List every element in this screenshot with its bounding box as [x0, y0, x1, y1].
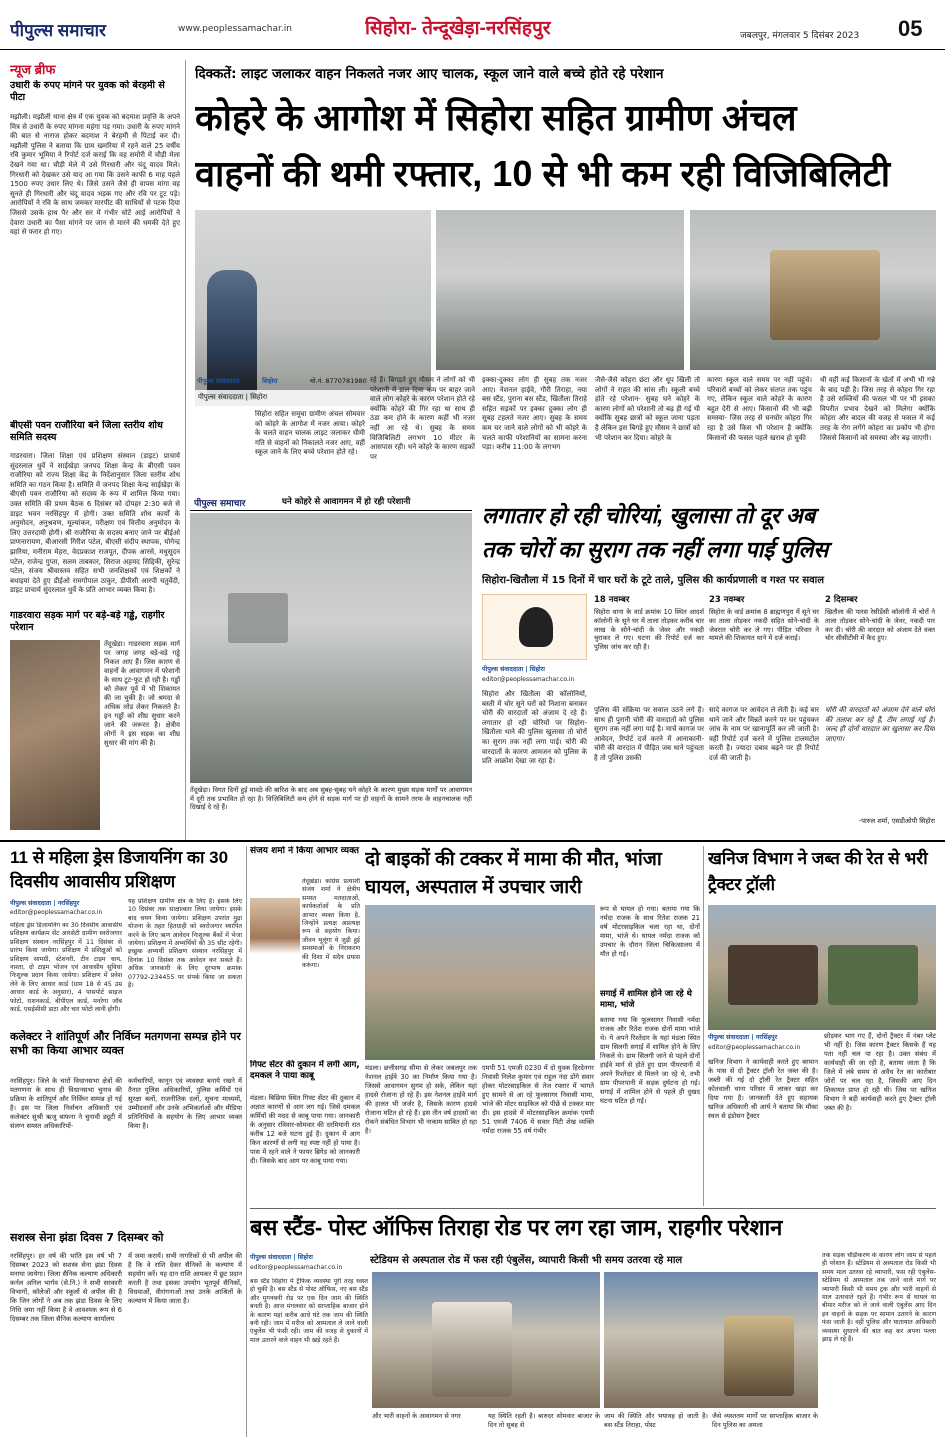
- theft-body-2: पुलिस की संक्रिया पर सवाल उठने लगे हैं। साथ ही पुरानी चोरी की वारदातों को पुलिस सुराग तक नहीं लगा पाई है। मार्च कागज पर आवेदन, रिपोर्ट दर्ज करने में आनाकानी- चोरी की वारदात में पीड़ित जब थाने पहुंचता है तो पुलिस उसकी: [594, 706, 704, 762]
- website[interactable]: www.peoplessamachar.in: [178, 24, 292, 34]
- theft-date-1: 18 नवम्बर: [594, 595, 630, 605]
- thief-illustration: [482, 594, 587, 660]
- hostel-body-2: यह प्रशिक्षण ग्रामीण क्षेत्र के लिए है। इसके लिए 10 दिसंबर तक साक्षात्कार लिया जायेगा। इसके बाद चयन किया जायेगा। प्रशिक्षण उपरांत मुद्रा योजना के तहत हितग्राही को स्वरोजगार स्थापित करने के लिए ऋण आवेदन निःशुल्क बैंकों में भेजा जायेगा। प्रशिक्षण में अभ्यर्थियों की 35 सीट रहेगी। इच्छुक अभ्यर्थी प्रशिक्षण संस्थान नरसिंहपुर में दिनांक 10 दिसंबर तक आवेदन कर सकते हैं। अधिक जानकारी के लिए दूरभाष क्रमांक 07792-234455 पर संपर्क किया जा सकता है।: [128, 898, 242, 990]
- theft-email[interactable]: editor@peoplessamachar.co.in: [482, 676, 575, 683]
- flag-day-body-1: नरसिंहपुर। हर वर्ष की भांति इस वर्ष भी 7 दिसम्बर 2023 को सशस्त्र सेना झंडा दिवस मनाया जायेगा। जिला सैनिक कल्याण अधिकारी कर्नल अनिल भार्गव (से.नि.) ने सभी सरकारी विभागों, कॉलेजों और स्कूलों से अपील की है कि जिन लोगों ने अब तक झंडा दिवस के लिए निधि जमा नहीं किया है वे आवश्यक रूप से 6 दिसम्बर तक जिला सैनिक कल्याण कार्यालय: [10, 1252, 122, 1323]
- edition-title: सिहोरा- तेन्दूखेड़ा-नरसिंहपुर: [365, 18, 551, 39]
- collector-body-1: नरसिंहपुर। जिले के चारों विधानसभा क्षेत्रों की मतगणना के साथ ही विधानसभा चुनाव की प्रक्रिया के शांतिपूर्ण और निर्विघ्न सम्पन्न हो गई है। इस पर जिला निर्वाचन अधिकारी एवं कलेक्टर सुश्री ऋजु बाफना ने चुनावी ड्यूटी में संलग्न समस्त अधिकारियों-: [10, 1077, 122, 1130]
- lead-byline-place: सिहोरा: [262, 377, 278, 385]
- theft-quote-by: -पारुल शर्मा, एसडीओपी सिहोरा: [858, 817, 935, 825]
- jam-bottom-4: जैसे व्यस्ततम मार्गों पर साप्ताहिक बाजार के दिन पुलिस का अमला: [712, 1412, 818, 1429]
- thief-icon: [519, 607, 553, 647]
- jam-truck-shape: [724, 1316, 794, 1396]
- brief-headline-1: उधारी के रुपए मांगने पर युवक को बेरहमी से पीटा: [10, 80, 165, 103]
- jam-bottom-1: और भारी वाहनों के आवागमन से नगर: [372, 1412, 461, 1420]
- hostel-byline: पीपुल्स संवाददाता | नरसिंहपुर: [10, 900, 80, 907]
- lead-body-col4: जैसे-जैसे कोहरा छंटा और धूप खिली तो लोगों ने राहत की सांस ली। स्कूली बच्चे होते रहे परेशान- सुबह घने कोहरे के कारण लोगों को परेशानी तो बढ़ ही गई थी क्योंकि सुबह छात्रों को स्कूल जाना पड़ता है लेकिन इस बिगड़े हुए मौसम ने छात्रों को भी परेशान कर दिया। कोहरे के: [595, 376, 700, 442]
- tractor-shape: [728, 945, 818, 1005]
- theft-date-3: 2 दिसम्बर: [825, 595, 858, 605]
- jam-bottom-2: यह स्थिति रहती है। बारुदर सोमवार बाजार के दिन तो सुबह से: [488, 1412, 600, 1429]
- accident-body-3: रूप से घायल हो गया। बताया गया कि नर्मदा राजक के साथ रितेश राजक 21 वर्ष मोटरसाइकिल चला रहा था, दोनों मामा, भांजे थे। घायल नर्मदा राजक को उपचार के दौरान जिला चिकित्सालय में मौत हो गई।: [600, 905, 700, 958]
- accident-body-2: एमपी 51 एमजी 0230 में दो युवक हिरदेनगर निवासी निलेश कुमार एवं राहुल नंदा डोंगे सवार होकर मोटरसाइकिल से तेज रफ्तार में भागते हुए सामने से आ रहे फूलसागर निवासी मामा, भांजे की मोटर साइकिल को पीछे से टक्कर मार दी। इस हादसे में मोटरसाइकिल क्रमांक एमपी 51 एमजी 7406 में सवार पिंटी शेख व्यक्ति नर्मदा राजक 55 वर्ष गंभीर: [482, 1064, 594, 1135]
- col-divider-lower-2: [703, 846, 704, 1206]
- highway-fog-photo: [190, 513, 472, 783]
- jam-byline: पीपुल्स संवाददाता | सिहोरा: [250, 1254, 313, 1261]
- brief-body-2: गाडरवारा। जिला शिक्षा एवं प्रशिक्षण संस्थान (डाइट) प्राचार्य सुंदरलाल धुर्वे ने साईखेड़ा जनपद शिक्षा केन्द्र के बीएसी पवन राजौरिया को राज्य शिक्षा केंद्र के निर्देशानुसार जिला स्तरीय शोध समिति का गठन किया है। समिति में जनपद शिक्षा केन्द्र साईखेड़ा के बीएसी पवन राजौरिया को सदस्य के रूप में शामिल किया गया। उक्त समिति की प्रथम बैठक 6 दिसंबर को दोपहर 2:30 बजे से डाइट भवन नरसिंहपुर में होगी। उक्त समिति शोध कार्यों के अनुमोदन, अनुश्रवण, मूल्यांकन, परीक्षण एवं वित्तीय अनुमोदन के लिए उत्तरदायी होगी। श्री राजौरिया के सदस्य बनाए जाने पर बीईओ प्राणनारायण, बीआरसी गिरीश पटेल, बीएसी संदीप स्थापक, योगेन्द्र झारिया, मनीराम मेहरा, वेदप्रकाश राजपूत, दीपक आरसे, मधुसूदन पटेल, राजेन्द्र गुप्ता, सलम ताबकार, सिराज अहमद सिद्दिकी, सुरेन्द्र पटेल, संजय श्रीवास्तव सहित सभी जनशिक्षकों एवं शिक्षकों ने बधाइयां देते हुए डीईओ रामगोपाल ठाकुर, डीपीसी आरपी चतुर्वेदी, डाइट प्राचार्य सुंदरलाल धुर्वे के प्रति आभार व्यक्त किया है।: [10, 452, 180, 595]
- theft-body-3: सादे कागज पर आवेदन ले लेती है। कई बार थाने जाने और मिन्नतें करने पर घर पहुंचकर जांच के नाम पर खानापूर्ति कर ली जाती है। वहीं रिपोर्ट दर्ज करने में पुलिस टालमटोल करती है। ज्यादा दबाव बढ़ने पर ही रिपोर्ट दर्ज की जाती है।: [709, 706, 819, 762]
- portrait-photo: [250, 898, 300, 978]
- theft-date-text-2: सिहोरा के वार्ड क्रमांक 8 ब्राह्मणपुरा में सूने घर का ताला तोड़कर नकदी सहित सोने-चांदी के जेवरात चोरी कर ले गए। पीड़ित परिवार ने मामले की शिकायत थाने में दर्ज कराई।: [709, 608, 819, 643]
- mining-body-2: छोड़कर भाग गए हैं, दोनों ट्रैक्टर में नंबर प्लेट भी नहीं है। जिस कारण ट्रैक्टर किसके हैं यह पता नहीं चल पा रहा है। उक्त संबंध में कार्यवाही की जा रही है, बताया जाता है कि जिले में लंबे समय से अवैध रेत का कारोबार जोरों पर चल रहा है, जिसकी आए दिन शिकायत प्राप्त हो रही थी। जिस पर खनिज विभाग ने बड़ी कार्यवाही करते हुए ट्रैक्टर ट्रॉली जब्त की है।: [824, 1032, 936, 1112]
- masthead-rule: [0, 49, 945, 50]
- masthead: [0, 0, 945, 50]
- strip-title: घने कोहरे से आवागमन में हो रही परेशानी: [282, 497, 411, 507]
- fire-headline: गिफ्ट सेंटर की दुकान में लगी आग, दमकल ने पाया काबू: [250, 1060, 360, 1081]
- bus-fog-photo: [690, 210, 936, 370]
- jam-subhead: स्टेडियम से अस्पताल रोड में फस रही एंबुलेंस, व्यापारी किसी भी समय उतरवा रहे माल: [370, 1255, 683, 1266]
- lead-body-col1: सिहोरा सहित समूचा ग्रामीण अंचल सोमवार को कोहरे के आगोश में नजर आया। कोहरे के चलते वाहन चालक लाइट जलाकर धीमी गति से वाहनों को निकालते नजर आए, वहीं स्कूल जाने के लिए बच्चे परेशान होते रहे।: [255, 410, 365, 457]
- potholes-photo: [10, 640, 100, 830]
- mining-headline: खनिज विभाग ने जब्त की रेत से भरी ट्रैक्टर ट्रॉली: [708, 849, 928, 894]
- tractor-photo: [708, 905, 936, 1030]
- trolley-shape: [828, 945, 918, 1005]
- brief-body-3: तेंदूखेड़ा। गाडरवारा सड़क मार्ग पर जगह जगह बड़े-बड़े गड्ढे निकल आए हैं। जिस कारण से वाहनों के आवागमन में परेशानी के साथ टूट-फूट हो रही है। गड्ढों को लेकर पूर्व में भी शिकायत की जा चुकी है। जो श्रमदा से अधिक लोड लेकर निकलते है। इन गड्ढों को शीघ्र सुधार करने जाने की जरूरत है। क्षेत्रीय लोगों ने इस सड़क का शीघ्र सुधार की मांग की है।: [104, 640, 180, 747]
- dateline: जबलपुर, मंगलवार 5 दिसंबर 2023: [740, 31, 860, 41]
- flag-day-headline: सशस्त्र सेना झंडा दिवस 7 दिसम्बर को: [10, 1231, 164, 1244]
- theft-byline: पीपुल्स संवाददाता | सिहोरा: [482, 666, 545, 673]
- news-brief-tag: न्यूज ब्रीफ: [10, 62, 56, 77]
- theft-date-2: 23 नवम्बर: [709, 595, 745, 605]
- col-divider-lower-1: [246, 846, 247, 1437]
- mining-byline: पीपुल्स संवाददाता | नरसिंहपुर: [708, 1034, 778, 1041]
- hostel-body-1: महिला ड्रेस डिजायनिंग का 30 दिवसीय आवासीय प्रशिक्षण कार्यक्रम सेंट आरसेटी ग्रामीण स्वरोजगार प्रशिक्षण संस्थान नरसिंहपुर में 11 दिसंबर से प्रारंभ किया जायेगा। प्रशिक्षण में प्रशिक्षुओं को प्रशिक्षण सामग्री, स्टेशनरी, टीन टाइम चाय, नाश्ता, दो टाइम भोजन एवं आवासीय सुविधा निःशुल्क प्रदान किया जायेगा। प्रशिक्षण में प्रवेश लेने के लिए आधार कार्ड (ग्राम 18 से 45 उम्र आधार कार्ड के अनुसार), 4 पासपोर्ट साइज फोटो, राशनकार्ड, बीपीएल कार्ड, मनरेगा जॉब कार्ड, एसईसीसी डाटा और चार फोटो लानी होगी।: [10, 922, 122, 1014]
- lead-body-col6: थी वहीं कई किसानों के खेतों में अभी भी गन्ने के बाद पड़ी है। जिस तरह से कोहरा गिर रहा है उसे सब्जियों की फसल भी पर भी इसका विपरीत प्रभाव देखने को मिलेगा क्योंकि कोहरा और बादल की वजह से फसल में कई तरह के रोग लगेंगे कोहरा का प्रकोप भी होगा जिससे किसानों को समस्या और बढ़ जाएगी।: [820, 376, 935, 442]
- lead-kicker: दिक्कतें: लाइट जलाकर वाहन निकलते नजर आए चालक, स्कूल जाने वाले बच्चे होते रहे परेशान: [195, 66, 664, 82]
- mining-body-1: खनिज विभाग ने कार्यवाही करते हुए बरमान के पास से दो ट्रैक्टर ट्रॉली रेत जब्त की है। जब्ती की गई दो ट्रॉली रेत ट्रैक्टर सहित कोतवाली थाना परिसर में लाकर खड़ा कर दिया गया है। जानकारी देते हुए सहायक खनिज अधिकारी श्री आर्य ने बताया कि मौका स्थल से इंडोसन ट्रैक्टर: [708, 1058, 818, 1120]
- lead-headline-1: कोहरे के आगोश में सिहोरा सहित ग्रामीण अंचल: [195, 97, 797, 138]
- thanks-body: तेंदूखेड़ा। कांग्रेस प्रत्याशी संजय शर्मा ने क्षेत्रीय समस्त मतदाताओं, कार्यकर्ताओं के प्रति आभार व्यक्त किया है, जिन्होंने प्रत्यक्ष अप्रत्यक्ष रूप से सहयोग किया। जीवन भूलूंगा ये जुड़ी हुई समस्याओं के निराकरण की दिशा में सदैव प्रयास करूंगा।: [302, 878, 360, 970]
- jam-bottom-3: जाम की स्थिति और भयावह हो जाती है। बस स्टैंड तिराहा, पोस्ट: [604, 1412, 708, 1429]
- jam-rule: [250, 1208, 936, 1209]
- jam-headline: बस स्टैंड- पोस्ट ऑफिस तिराहा रोड पर लग रहा जाम, राहगीर परेशान: [250, 1215, 783, 1240]
- brief-headline-3: गाडरवारा सड़क मार्ग पर बड़े-बड़े गड्ढे, राहगीर परेशान: [10, 610, 165, 633]
- lead-mobile: मो.नं. 8770781980: [310, 377, 367, 385]
- jam-photo-1: [372, 1272, 600, 1408]
- accident-subhead: सगाई में शामिल होने जा रहे थे मामा, भांजे: [600, 988, 692, 1009]
- flag-day-body-2: में जमा करायें। सभी नागरिकों से भी अपील की है कि वे राशि देकर सैनिकों के कल्याण में सहयोग करें। यह दान राशि आयकर में छूट प्रदान करती है तथा इसका उपयोग भूतपूर्व सैनिकों, विधवाओं, वीरांगनाओं तथा उनके आश्रितों के कल्याण में किया जाता है।: [128, 1252, 242, 1305]
- theft-quote: चोरी की वारदातों को अंजाम देने वाले चोरों की तलाश कर रहे हैं, टीम लगाई गई है। जल्द ही दोनों वारदात का खुलासा कर दिया जाएगा।: [825, 706, 935, 743]
- jam-body-2: तक सड़क चौड़ीकरण के कारण लोग जाम से पहले ही परेशान हैं। स्टेडियम से अस्पताल रोड किसी भी समय माल उतरवा रहे व्यापारी, फस रही एंबुलेंस- स्टेडियम से अस्पताल तक जाने वाले मार्ग पर व्यापारी किसी भी समय ट्रक और भारी वाहनों से माल उतरवाते रहते हैं। गंभीर रूप से घायल या बीमार मरीज को ले जाने वाली एंबुलेंस आए दिन इन वाहनों के सड़क पर सामान उतारने के कारण फंस जाती है। वहीं पुलिस और यातायात अधिकारी व्यवस्था सुधारने की बात कह कर अपना पल्ला झाड़ ले रहे हैं।: [822, 1252, 936, 1344]
- page-number: 05: [898, 16, 923, 41]
- lead-body-col2: रहे हैं। बिगड़ते हुए मौसम ने लोगों को भी परेशानी में डाल दिया कम पर बाहर जाने वाले लोग कोहरे के कारण परेशान होते रहे क्योंकि कोहरे की गिर रहा था साथ ही ठंडा कम होने के कारण कहीं भी नजर नहीं आ रहे थे। सुबह के समय विजिबिलिटी लगभग 10 मीटर के आसपास रही। धने कोहरे के कारण सड़कों पर: [370, 376, 475, 461]
- accident-body-1: मंडला। छत्तीसगढ़ सीमा से लेकर जबलपुर तक नेशनल हाईवे 30 का निर्माण किया गया है। जिससे आवागमन सुगम हो सके, लेकिन यहां हादसे रोजाना हो रहे हैं। इस नेशनल हाईवे मार्ग की हालत भी जर्जर है, जिसके कारण हादसे रोजाना घटित हो रहे हैं। इस तीन वर्ष हादसों का रोकने संबंधित विभाग भी नाकाम साबित हो रहा है।: [365, 1064, 477, 1135]
- theft-headline-1: लगातार हो रही चोरियां, खुलासा तो दूर अब: [482, 503, 816, 528]
- col-divider-left: [185, 60, 186, 840]
- thanks-headline: संजय शर्मा ने किया आभार व्यक्त: [250, 846, 360, 856]
- brand-logo: पीपुल्स समाचार: [10, 21, 107, 40]
- hostel-email[interactable]: editor@peoplessamachar.co.in: [10, 909, 103, 916]
- lead-body-col3: इक्का-दुक्का लोग ही सुबह तक नजर आए। नेशनल हाईवे, गौरी तिराहा, नया बस स्टैंड, पुराना बस स्टैंड, खितौला तिराहे सहित सड़कों पर इक्का दुक्का लोग ही सुबह टहलते नजर आए। सुबह के समय कम घर जाने वाले लोगों को भी कोहरे के चलते काफी परेशानियों का सामना करना पड़ा। करीब 11:00 के लगभग: [482, 376, 587, 452]
- collector-headline: कलेक्टर ने शांतिपूर्ण और निर्विघ्न मतगणना सम्पन्न होने पर सभी का किया आभार व्यक्त: [10, 1030, 241, 1057]
- brief-headline-2: बीएसी पवन राजौरिया बने जिला स्तरीय शोध समिति सदस्य: [10, 420, 163, 443]
- fire-body: मंडला। बिछिया स्थित गिफ्ट सेंटर की दुकान में अज्ञात कारणों से आग लग गई। जिसे दमकल कर्मियों की मदद से काबू पाया गया। जानकारी के अनुसार रविवार-सोमवार की दरमियानी रात करीब 12 बजे घटना हुई है। दुकान में आग किन कारणों से लगी यह स्पष्ट नहीं हो पाया है। पास में रहने वाले ने फायर ब्रिगेड को जानकारी दी। जिसके बाद आग पर काबू पाया गया।: [250, 1094, 360, 1165]
- lead-headline-2: वाहनों की थमी रफ्तार, 10 से भी कम रही विजिबिलिटी: [195, 153, 891, 194]
- jam-bus-shape: [432, 1302, 512, 1397]
- jam-body-1: बस स्टैंड सिहोरा में ट्रैफिक व्यवस्था पूरी तरह ध्वस्त हो चुकी है। बस स्टैंड से पोस्ट ऑफिस, नए बस स्टैंड और मुगनबनी रोड पर एक दिन जाम की स्थिति बनती है। आज मंगलवार को साप्ताहिक बाजार होने के कारण यहां करीब आधे घंटे तक जाम की स्थिति बनी रही। जाम में मरीज को अस्पताल ले जाने वाली एंबुलेंस भी फंसी रही। जाम की वजह से दुकानों में माल उतारने वाले वाहन भी खड़े रहते हैं।: [250, 1278, 368, 1344]
- mid-rule: [0, 840, 945, 842]
- accident-photo: [365, 905, 595, 1060]
- brief-body-1: मझौली। मझौली थाना क्षेत्र में एक युवक को बदमाश प्रवृत्ति के अपने मित्र से उधारी के रुपए मांगना महंगा पड़ गया। उधारी के रुपए मांगने की बात से नाराज होकर बदमाश ने बेरहमी से पिटाई कर दी। मझौली पुलिस ने बताया कि ग्राम खमरिया में रहने वाले 25 वर्षीय रवि कुमार भूमिया ने रिपोर्ट दर्ज कराई कि वह समोरी में चौड़ी मेला देखने गया था। चौड़ी मेले में उसे गिरधारी और चंदू यादव मिले। गिरधारी को देखकर उसे याद आ गया कि उसने काफी 6 माह पहले 1500 रुपए उधार लिए थे। जिसे उसने जैसे ही वापस मांगा वह सुनते ही गिरधारी और चंदू यादव भड़क गए और रवि पर टूट पड़े। आरोपियों ने रवि के साथ जमकर मारपीट की साथियों से पटक दिया जिससे उसके हाथ पैर और सर में गंभीर चोटें आई आरोपियों ने देवारा उधारी का पैसा मांगने पर जान से मारने की धमकी देते हुए वहां से फरार हो गए।: [10, 113, 180, 237]
- theft-subhead: सिहोरा-खितौला में 15 दिनों में चार घरों के टूटे ताले, पुलिस की कार्यप्रणाली व गश्त पर सवाल: [482, 575, 825, 586]
- theft-body-1: सिहोरा और खितौला की कॉलोनियों, बस्ती में चोर सूने घरों को निशाना बनाकर चोरी की वारदातों को अंजाम दे रहे हैं। लगातार हो रही चोरियों पर सिहोरा-खितौला थाने की पुलिस खुलासा तो चोरों का सुराग तक नहीं लगा पाई। चोरी की वारदातों के कारण आमजन को पुलिस के प्रति आक्रोश देखा जा रहा है।: [482, 690, 587, 766]
- road-fog-photo: [436, 210, 684, 370]
- theft-quote-box: [825, 706, 935, 840]
- accident-body-4: बताया गया कि फूलसागर निवासी नर्मदा राजक और रितेश राजक दोनों मामा भांजे थे। ये अपने रिश्तेदार के यहां मंडला स्थित ग्राम सिलगी सगाई में शामिल होने के लिए निकले थे। ग्राम सिलगी जाने से पहले दोनों हाईवे मार्ग से होते हुए ग्राम पीपरपानी में अपने रिश्तेदार से मिलने जा रहे थे, तभी ग्राम पीपरपानी में सड़क दुर्घटना हो गई। सगाई में शामिल होने से पहले ही दुखद घटना घटित हो गई।: [600, 1016, 700, 1105]
- theft-date-text-3: खितौला की पारस रेसीडेंसी कॉलोनी में चोरों ने ताला तोड़कर सोने-चांदी के जेवर, नकदी पार कर दी। चोरी की वारदात को अंजाम देते वक्त चोर सीसीटीवी में कैद हुए।: [825, 608, 935, 643]
- jam-photo-2: [604, 1272, 818, 1408]
- theft-date-text-1: सिहोरा थाना के वार्ड क्रमांक 10 स्थित आदर्श कॉलोनी के सूने घर में ताला तोड़कर करीब चार लाख के सोने-चांदी के जेवर और नकदी चुराकर ले गए। घटना की रिपोर्ट दर्ज कर पुलिस जांच कर रही है।: [594, 608, 704, 652]
- hostel-headline: 11 से महिला ड्रेस डिजायनिंग का 30 दिवसीय आवासीय प्रशिक्षण: [10, 848, 229, 891]
- jam-email[interactable]: editor@peoplessamachar.co.in: [250, 1264, 343, 1271]
- collector-body-2: कर्मचारियों, कानून एवं व्यवस्था बनाये रखने में तैनात पुलिस अधिकारियों, पुलिस कर्मियों एवं सुरक्षा बलों, राजनीतिक दलों, सूचना माध्यमों, उम्मीदवारों और उनके अभिकर्ताओं और मीडिया प्रतिनिधियों के सहयोग के लिए आभार व्यक्त किया है।: [128, 1077, 242, 1130]
- strip-brand: पीपुल्स समाचार: [194, 499, 246, 509]
- highway-fog-caption: तेंदूखेड़ा। विगत दिनों हुई मावठे की बारिश के बाद अब सुबह-सुबह घने कोहरे के कारण मुख्य सड़क मार्गों पर आवागमन में दूरी तक प्रभावित हो रहा है। विज़िबिलिटी कम होने से सड़क मार्ग पर ही वाहनों के सामने तरफ के वाहनचालक नहीं दिखाई दे रहे हैं।: [190, 786, 472, 812]
- bus-shape: [770, 250, 880, 340]
- fog-strip-bar: [190, 493, 472, 511]
- mining-email[interactable]: editor@peoplessamachar.co.in: [708, 1044, 801, 1051]
- lead-body-col5: कारण स्कूल वाले समय पर नहीं पहुंचे। परिवारों बच्चों को लेकर संतप्त तक पहुंच गए, लेकिन स्कूल वाले कोहरे के कारण बहुत देरी से आए। किसानों की भी बढ़ी समस्या- जिस तरह से घनघोर कोहरा गिर रहा है उसे किस भी परेशान है क्योंकि किसानों की फसल पहले खराब हो चुकी: [707, 376, 812, 442]
- truck-shape: [228, 593, 288, 643]
- accident-headline: दो बाइकों की टक्कर में मामा की मौत, भांजा घायल, अस्पताल में उपचार जारी: [365, 849, 662, 898]
- theft-headline-2: तक चोरों का सुराग तक नहीं लगा पाई पुलिस: [482, 537, 829, 562]
- lead-byline: पीपुल्स संवाददाता: [197, 377, 240, 385]
- photo-caption-1: पीपुल्स संवाददाता | सिहोरा: [195, 390, 431, 406]
